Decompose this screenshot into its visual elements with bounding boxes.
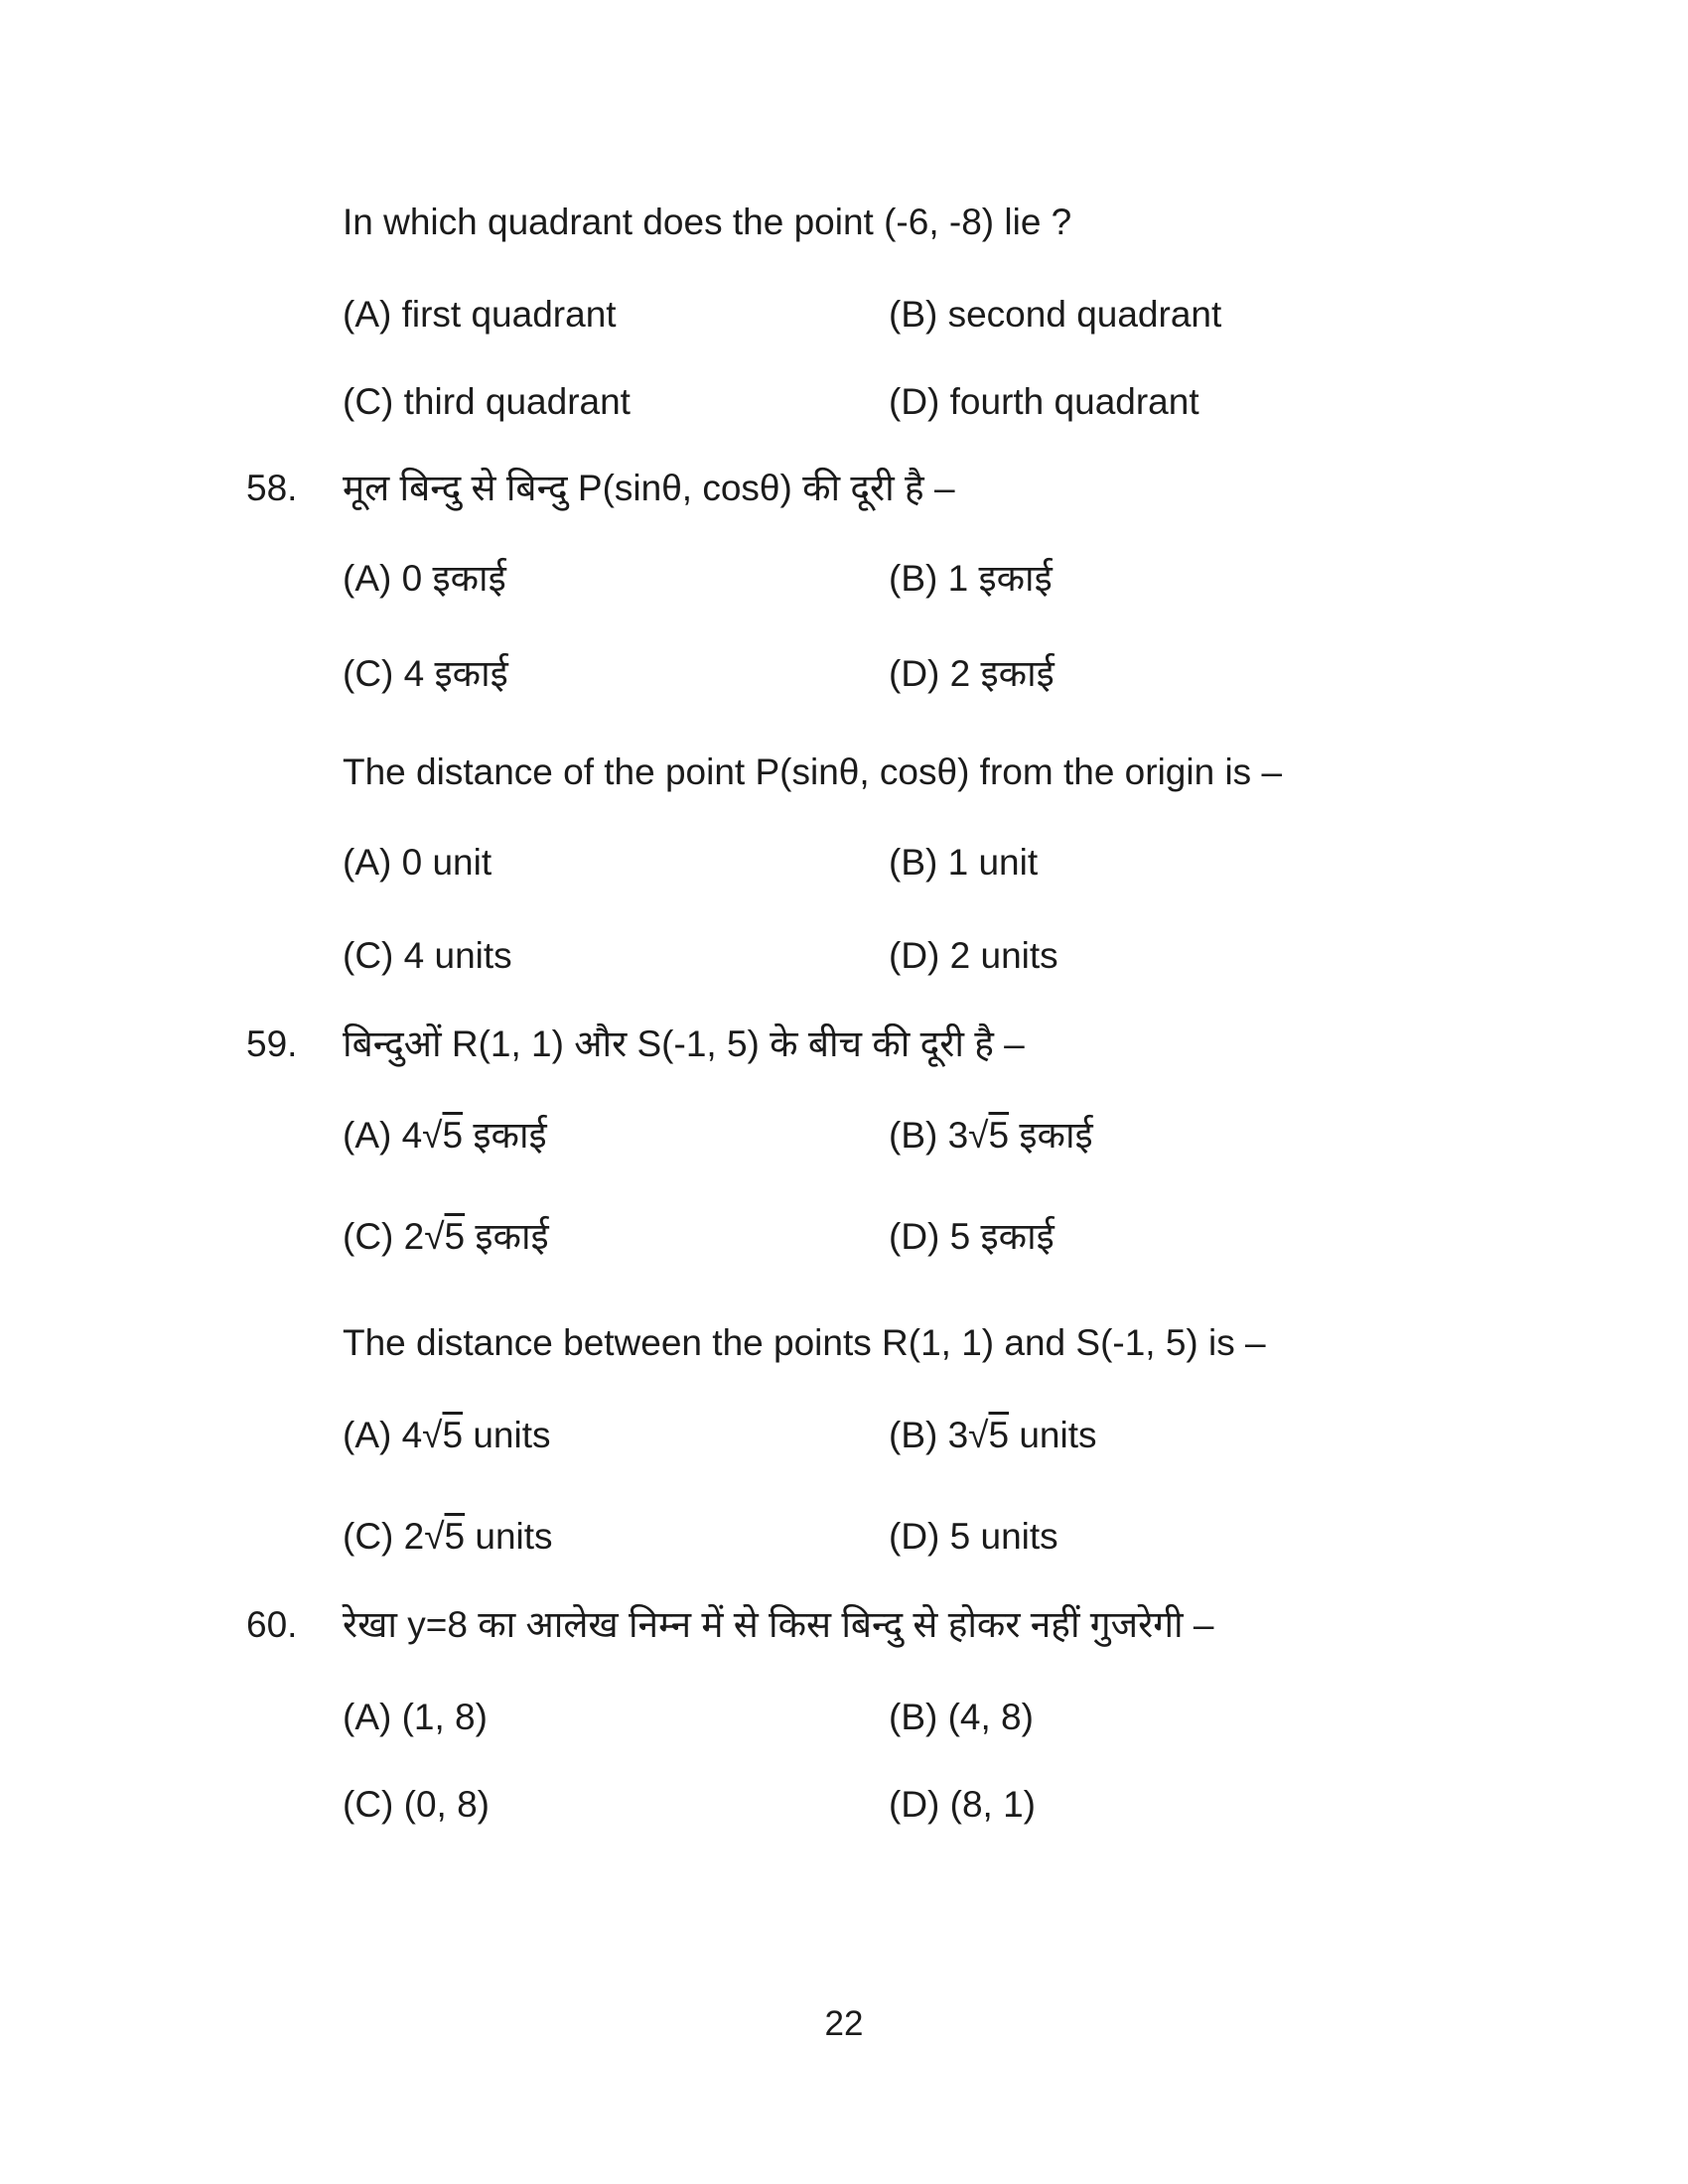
q58-stem-english: The distance of the point P(sinθ, cosθ) from the origin is – [343, 751, 1283, 792]
q59-stem-hindi: बिन्दुओं R(1, 1) और S(-1, 5) के बीच की दूरी है – [343, 1024, 1025, 1064]
q59-hindi-option-c: (C) 2√5 इकाई [343, 1216, 549, 1257]
q58-hindi-option-b: (B) 1 इकाई [889, 558, 1053, 599]
q59-hindi-option-a: (A) 4√5 इकाई [343, 1115, 547, 1156]
q59-english-option-b: (B) 3√5 units [889, 1415, 1097, 1455]
q57-stem-english: In which quadrant does the point (-6, -8) lie ? [343, 202, 1072, 242]
q57-option-b: (B) second quadrant [889, 294, 1222, 335]
q60-option-b: (B) (4, 8) [889, 1697, 1034, 1737]
q60-stem-hindi: रेखा y=8 का आलेख निम्न में से किस बिन्दु से होकर नहीं गुजरेगी – [343, 1604, 1214, 1645]
q58-hindi-option-a: (A) 0 इकाई [343, 558, 506, 599]
q59-hindi-option-b: (B) 3√5 इकाई [889, 1115, 1093, 1156]
q58-hindi-option-d: (D) 2 इकाई [889, 653, 1055, 694]
q57-option-c: (C) third quadrant [343, 381, 631, 422]
q58-english-option-b: (B) 1 unit [889, 842, 1039, 883]
q59-stem-english: The distance between the points R(1, 1) and S(-1, 5) is – [343, 1322, 1266, 1363]
q58-english-option-c: (C) 4 units [343, 935, 512, 976]
q58-hindi-option-c: (C) 4 इकाई [343, 653, 508, 694]
q58-stem-hindi: मूल बिन्दु से बिन्दु P(sinθ, cosθ) की दूरी है – [343, 468, 955, 508]
page-number: 22 [824, 2004, 864, 2043]
q59-english-option-a: (A) 4√5 units [343, 1415, 551, 1455]
q58-english-option-a: (A) 0 unit [343, 842, 492, 883]
q60-option-d: (D) (8, 1) [889, 1784, 1036, 1825]
q58-english-option-d: (D) 2 units [889, 935, 1058, 976]
q57-option-a: (A) first quadrant [343, 294, 617, 335]
q59-english-option-c: (C) 2√5 units [343, 1516, 553, 1557]
q59-number: 59. [246, 1024, 298, 1064]
q60-number: 60. [246, 1604, 298, 1645]
q60-option-c: (C) (0, 8) [343, 1784, 490, 1825]
q59-hindi-option-d: (D) 5 इकाई [889, 1216, 1055, 1257]
q60-option-a: (A) (1, 8) [343, 1697, 488, 1737]
q59-english-option-d: (D) 5 units [889, 1516, 1058, 1557]
q58-number: 58. [246, 468, 298, 508]
q57-option-d: (D) fourth quadrant [889, 381, 1199, 422]
